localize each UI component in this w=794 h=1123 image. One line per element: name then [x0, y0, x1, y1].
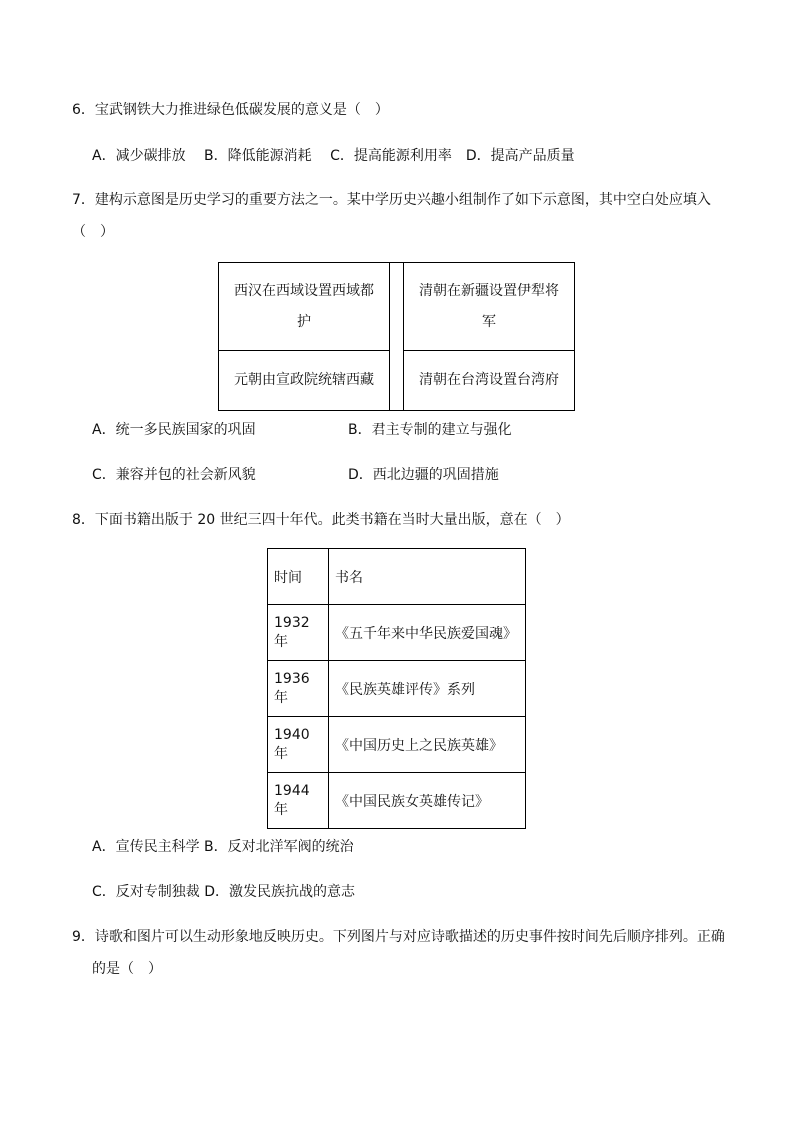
question-8-options-line1: A．宣传民主科学 B．反对北洋军阀的统治	[92, 839, 354, 855]
question-7-option-b: B．君主专制的建立与强化	[348, 422, 512, 438]
table-cell-year: 1940 年	[268, 717, 329, 773]
table-header-title: 书名	[329, 549, 526, 605]
table-row	[268, 773, 526, 829]
question-9-stem-cont: 的是（ ）	[92, 961, 162, 977]
table-cell-book: 《中国民族女英雄传记》	[329, 773, 526, 829]
diagram-right-top: 清朝在新疆设置伊犁将军	[404, 263, 574, 351]
table-header-row	[268, 549, 526, 605]
question-7-stem-cont: （ ）	[72, 224, 114, 240]
question-7-diagram	[218, 262, 575, 411]
table-cell-book: 《民族英雄评传》系列	[329, 661, 526, 717]
table-cell-year: 1932 年	[268, 605, 329, 661]
question-8-table	[267, 548, 526, 829]
question-6-stem: 6．宝武钢铁大力推进绿色低碳发展的意义是（ ）	[72, 102, 389, 118]
question-7-option-c: C．兼容并包的社会新风貌	[92, 467, 256, 483]
question-6-options: A．减少碳排放 B．降低能源消耗 C．提高能源利用率 D．提高产品质量	[92, 148, 575, 164]
question-7-option-d: D．西北边疆的巩固措施	[348, 467, 499, 483]
question-8-options-line2: C．反对专制独裁 D．激发民族抗战的意志	[92, 884, 356, 900]
diagram-left-bottom: 元朝由宣政院统辖西藏	[234, 372, 374, 388]
table-cell-book: 《五千年来中华民族爱国魂》	[329, 605, 526, 661]
question-9-stem: 9．诗歌和图片可以生动形象地反映历史。下列图片与对应诗歌描述的历史事件按时间先后顺序排列。正确	[72, 929, 725, 945]
diagram-left-column	[219, 263, 390, 410]
diagram-right-column	[403, 263, 574, 410]
question-7-stem: 7．建构示意图是历史学习的重要方法之一。某中学历史兴趣小组制作了如下示意图，其中空白处应填入	[72, 192, 711, 208]
table-row	[268, 605, 526, 661]
table-row	[268, 717, 526, 773]
table-cell-year: 1936 年	[268, 661, 329, 717]
table-row	[268, 661, 526, 717]
diagram-right-bottom: 清朝在台湾设置台湾府	[419, 372, 559, 388]
table-cell-book: 《中国历史上之民族英雄》	[329, 717, 526, 773]
question-7-option-a: A．统一多民族国家的巩固	[92, 422, 256, 438]
table-header-time: 时间	[268, 549, 329, 605]
question-8-stem: 8．下面书籍出版于 20 世纪三四十年代。此类书籍在当时大量出版，意在（ ）	[72, 512, 570, 528]
diagram-left-top: 西汉在西域设置西域都护	[219, 263, 389, 351]
table-cell-year: 1944 年	[268, 773, 329, 829]
